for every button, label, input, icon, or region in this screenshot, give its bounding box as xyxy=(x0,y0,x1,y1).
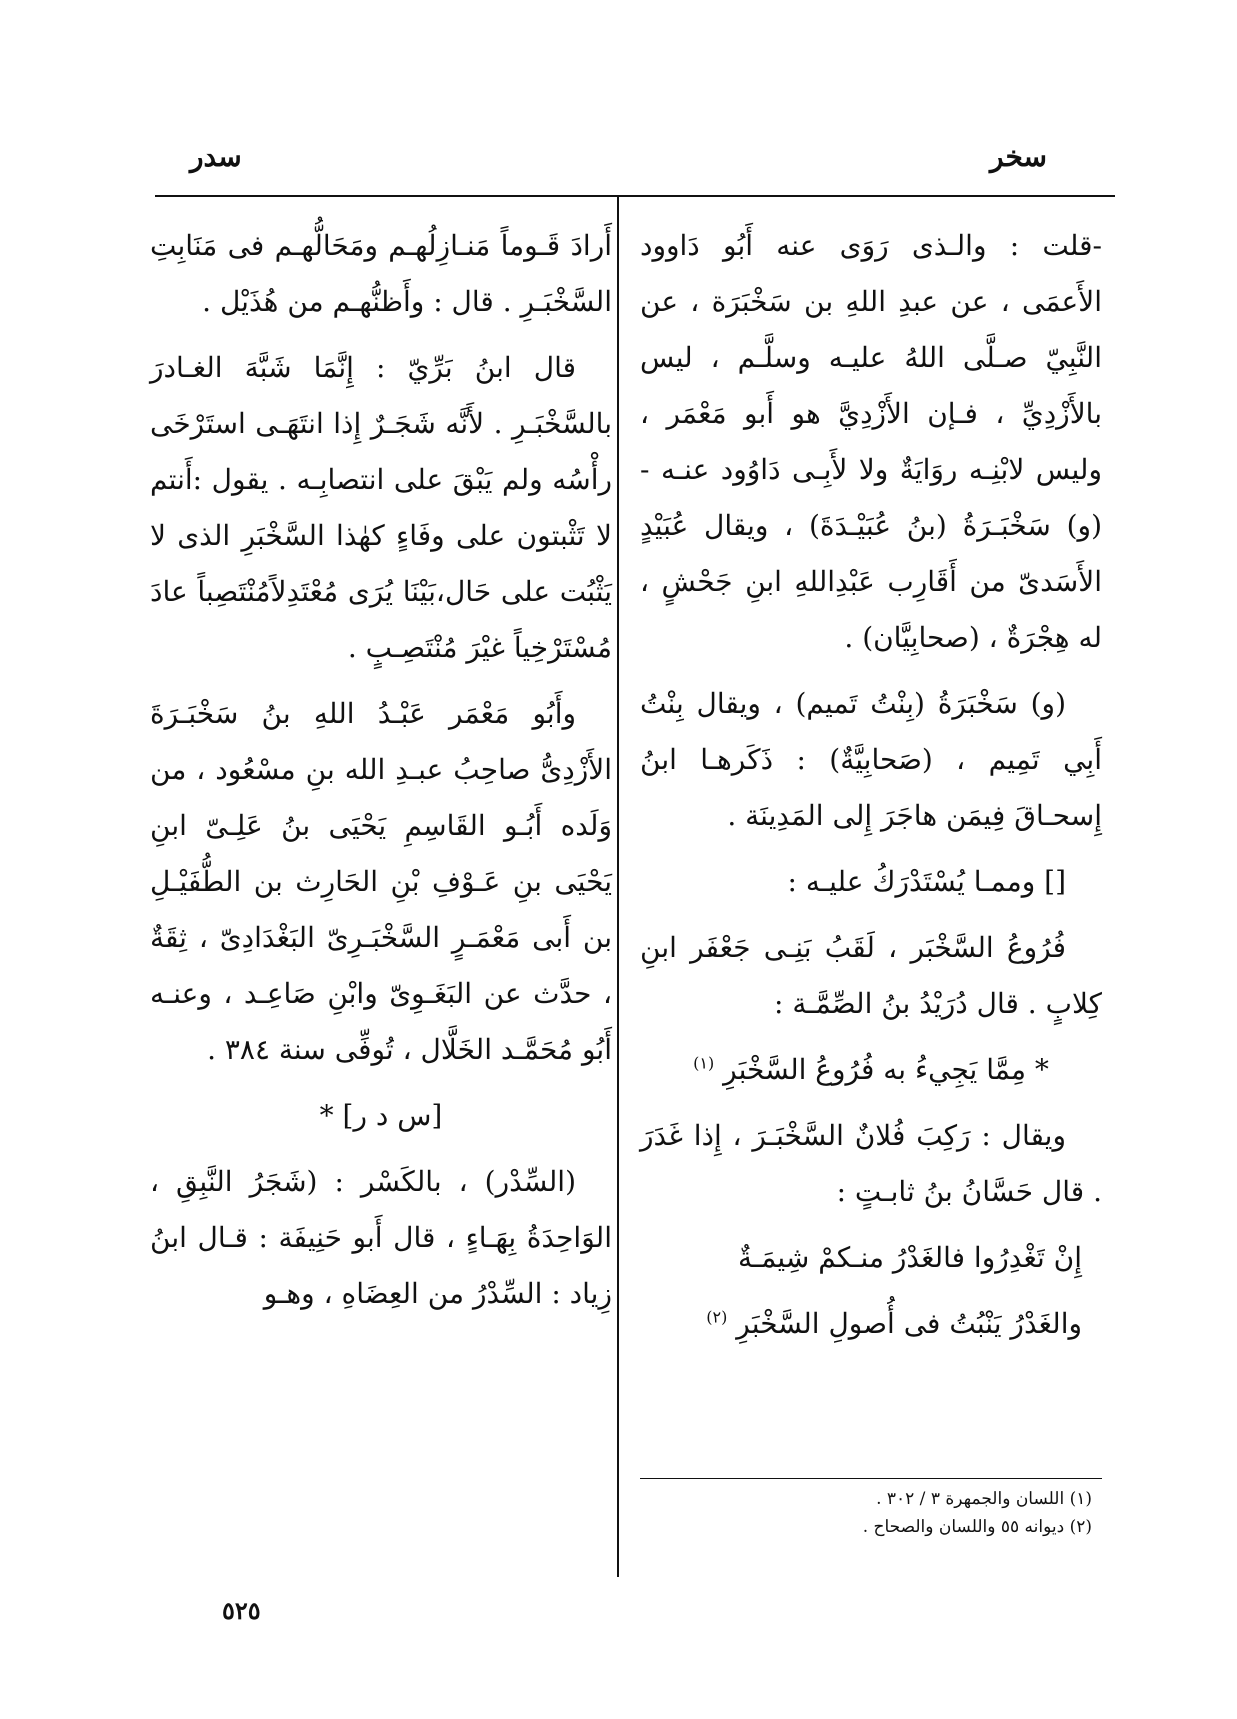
page-number: ٥٢٥ xyxy=(222,1596,261,1625)
footnote-reference: (١) xyxy=(693,1053,715,1073)
footnote: (٢) ديوانه ٥٥ واللسان والصحاح . xyxy=(862,1517,1092,1537)
entry-paragraph: فُرُوعُ السَّخْبَر ، لَقَبُ بَنِـى جَعْفَر ابنِ كِلابٍ . قال دُرَيْدُ بنُ الصِّمَّـة : xyxy=(640,931,1102,1020)
left-header-root-word: سدر xyxy=(190,140,242,173)
verse-line xyxy=(640,1296,1102,1352)
verse-line xyxy=(640,1042,1102,1098)
left-column xyxy=(150,218,612,1332)
verse-text: * مِمَّا يَجِيءُ به فُرُوعُ السَّخْبَرِ xyxy=(723,1053,1049,1086)
verse-text: والغَدْرُ يَنْبُتُ فى أُصولِ السَّخْبَرِ xyxy=(736,1307,1082,1340)
entry-paragraph: (السِّدْر) ، بالكَسْر : (شَجَرُ النَّبِقِ ، الوَاحِدَةُ بِهَـاءٍ ، قال أَبو حَنِيفَة : قـال ابنُ زِياد : السِّدْرُ من العِضَاهِ ، وهـو xyxy=(150,1165,612,1310)
addendum-heading: [] وممـا يُسْتَدْرَكُ عليـه : xyxy=(787,865,1066,898)
right-column xyxy=(640,218,1102,1362)
entry-paragraph: أَرادَ قَـوماً مَنـازِلُهـم ومَحَالُّهـم فى مَنَابِتِ السَّخْبَـرِ . قال : وأَظنُّهـم من هُذَيْل . xyxy=(150,229,612,318)
root-heading: [س د ر] * xyxy=(319,1099,443,1132)
entry-paragraph: وأَبُو مَعْمَر عَبْـدُ اللهِ بنُ سَخْبَـرَةَ الأَزْدِىُّ صاحِبُ عبـدِ الله بنِ مسْعُود ، من وَلَده أَبُـو القَاسِمِ يَحْيَى بنُ عَلِـىّ ابنِ يَحْيَى بنِ عَـوْفِ بْنِ الحَارِث بن الطُّفَيْـلِ بن أَبى مَعْمَـرٍ السَّخْبَـرِىّ البَغْدَادِىّ ، ثِقَةٌ ، حدَّث عن البَغَـوِىّ وابْنِ صَاعِـد ، وعنـه أَبُو مُحَمَّـد الخَلَّال ، تُوفِّى سنة ٣٨٤ . xyxy=(150,697,612,1066)
footnote-reference: (٢) xyxy=(706,1307,728,1327)
footnote: (١) اللسان والجمهرة ٣ / ٣٠٢ . xyxy=(876,1489,1092,1509)
entry-paragraph: -قلت : والـذى رَوَى عنه أَبُو دَاوود الأَعمَى ، عن عبدِ اللهِ بن سَخْبَرَة ، عن النَّبِيّ صـلَّى اللهُ عليـه وسلَّـم ، ليس بالأَزْدِيِّ ، فـإن الأَزْدِيَّ هو أَبو مَعْمَر ، وليس لابْنِـه روَايَةٌ ولا لأَبِـى دَاوُود عنـه - (و) سَخْبَـرَةُ (بنُ عُبَيْـدَةَ) ، ويقال عُبَيْدٍ الأَسَدىّ من أَقَارِب عَبْدِاللهِ ابنِ جَحْشٍ ، له هِجْرَةٌ ، (صحابِيَّان) . xyxy=(640,229,1102,654)
verse-line: إِنْ تَغْدِرُوا فالغَدْرُ منـكمْ شِيمَـةٌ xyxy=(738,1241,1082,1274)
right-header-root-word: سخر xyxy=(990,140,1047,173)
entry-paragraph: ويقال : رَكِبَ فُلانٌ السَّخْبَـرَ ، إِذا غَدَرَ . قال حَسَّانُ بنُ ثابـتٍ : xyxy=(640,1119,1102,1208)
footnotes xyxy=(640,1478,1102,1541)
entry-paragraph: قال ابنُ بَرِّيّ : إِنَّمَا شَبَّهَ الغـادرَ بالسَّخْبَـرِ . لأَنَّه شَجَـرٌ إِذا انتَهَـى استَرْخَى رأْسُه ولم يَبْقَ على انتصابِـه . يقول :أَنتم لا تَثْبتون على وفَاءٍ كهٰذا السَّخْبَرِ الذى لا يَثْبُت على حَال،بَيْنَا يُرَى مُعْتَدِلاًمُنْتَصِباً عادَ مُسْتَرْخِياً غيْرَ مُنْتَصِـبٍ . xyxy=(150,351,612,664)
header-rule xyxy=(155,195,1115,197)
entry-paragraph: (و) سَخْبَرَةُ (بِنْتُ تَميم) ، ويقال بِنْتُ أَبِي تَمِيم ، (صَحابِيَّةٌ) : ذَكَرهـا ابنُ إِسحـاقَ فِيمَن هاجَرَ إِلى المَدِينَة . xyxy=(640,687,1102,832)
column-divider xyxy=(617,197,619,1577)
